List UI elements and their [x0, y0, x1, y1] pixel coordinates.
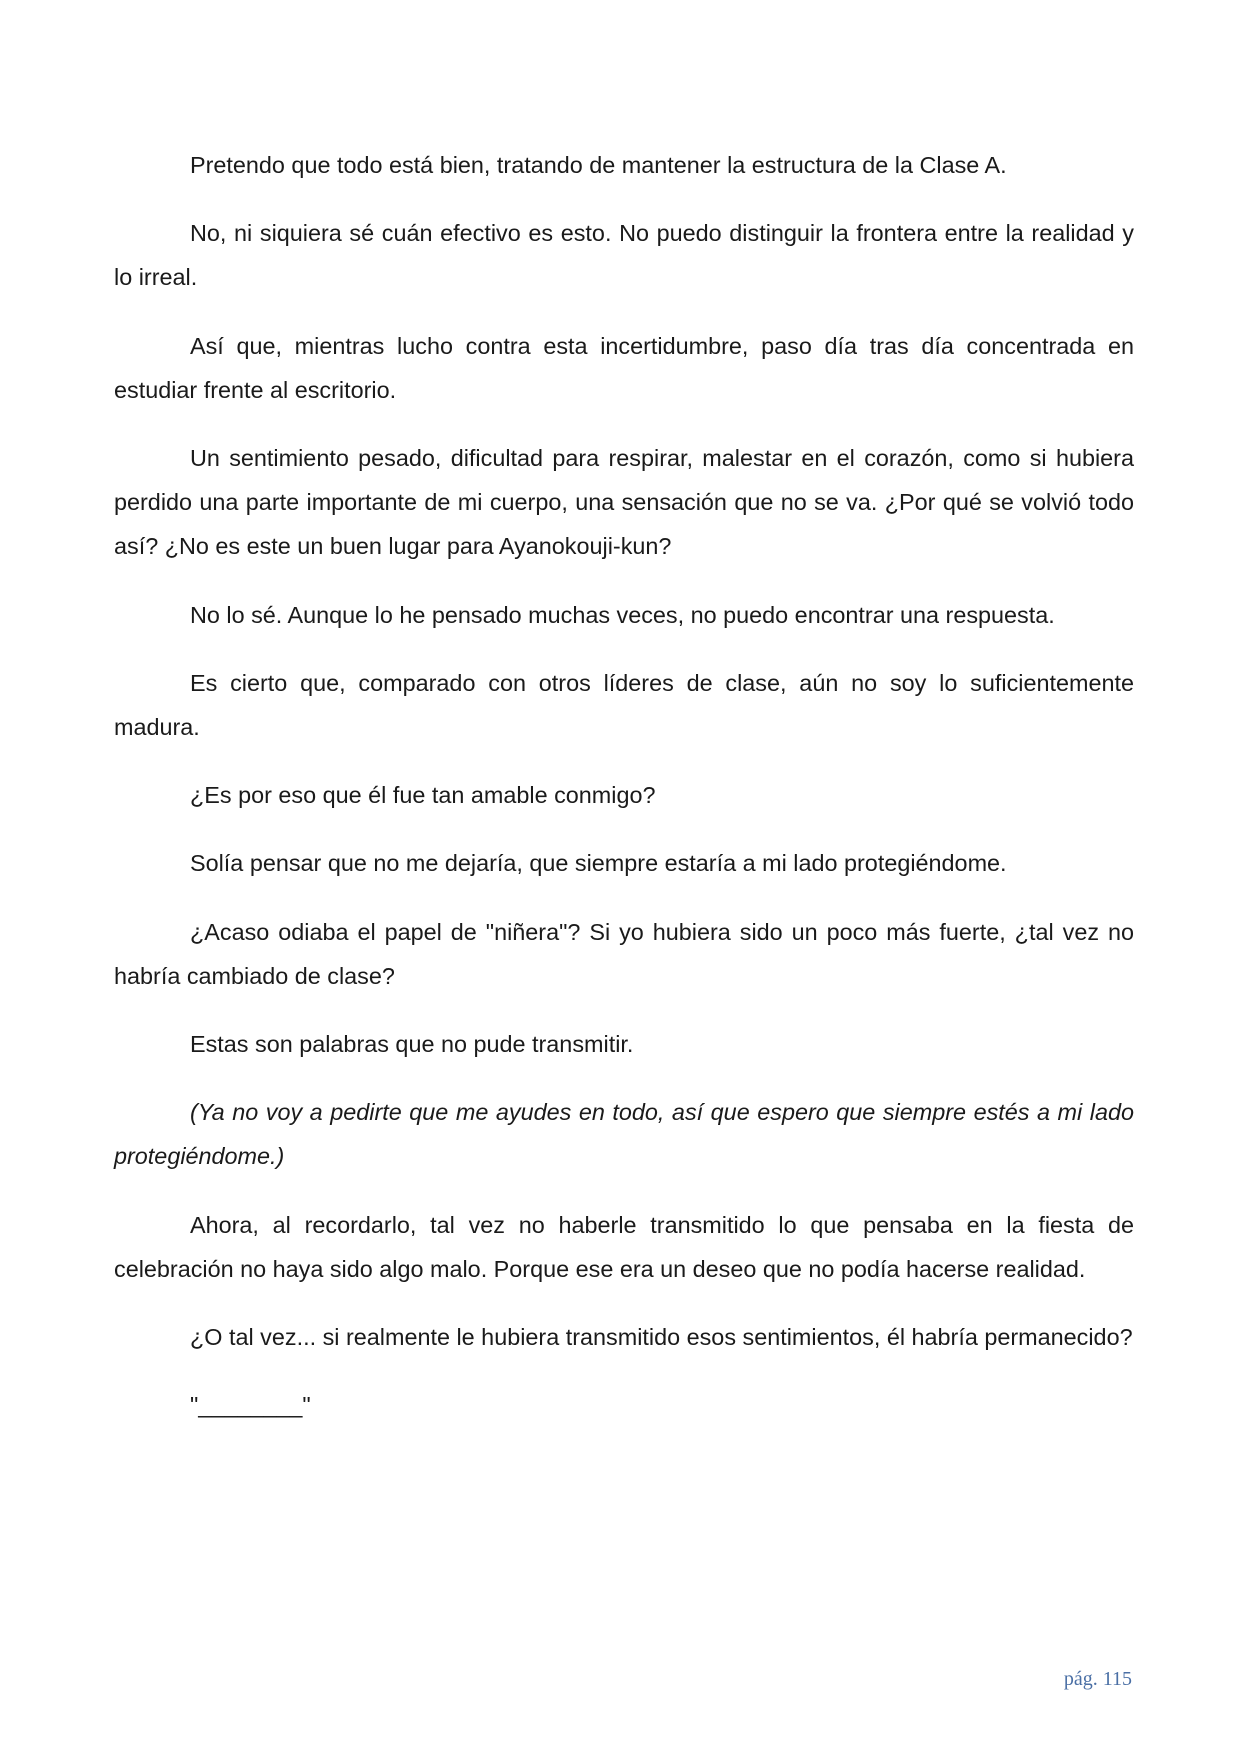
paragraph: ¿O tal vez... si realmente le hubiera transmitido esos sentimientos, él habría permanecido?: [190, 1324, 1133, 1351]
paragraph: Pretendo que todo está bien, tratando de mantener la estructura de la Clase A.: [190, 152, 1007, 178]
body-text: [114, 143, 1134, 1451]
paragraph: No lo sé. Aunque lo he pensado muchas veces, no puedo encontrar una respuesta.: [190, 601, 1055, 628]
page-number: pág. 115: [1063, 1668, 1132, 1690]
paragraph: No, ni siquiera sé cuán efectivo es esto. No puedo distinguir la frontera entre la realidad y lo irreal.: [114, 220, 1134, 291]
paragraph: Así que, mientras lucho contra esta incertidumbre, paso día tras día concentrada en estudiar frente al escritorio.: [114, 332, 1134, 403]
paragraph: ¿Acaso odiaba el papel de "niñera"? Si yo hubiera sido un poco más fuerte, ¿tal vez no habría cambiado de clase?: [114, 918, 1134, 989]
paragraph: Estas son palabras que no pude transmitir.: [190, 1031, 634, 1058]
paragraph: Un sentimiento pesado, dificultad para respirar, malestar en el corazón, como si hubiera perdido una parte importante de mi cuerpo, una sensación que no se va. ¿Por qué se volvió todo así? ¿No es este un buen lugar para Ayanokouji-kun?: [114, 445, 1134, 560]
italic-paragraph: (Ya no voy a pedirte que me ayudes en todo, así que espero que siempre estés a mi lado protegiéndome.): [114, 1099, 1134, 1170]
blank-dialogue-line: "________": [190, 1392, 311, 1419]
paragraph: ¿Es por eso que él fue tan amable conmigo?: [190, 782, 656, 809]
paragraph: Es cierto que, comparado con otros líderes de clase, aún no soy lo suficientemente madura.: [114, 669, 1134, 741]
paragraph: Solía pensar que no me dejaría, que siempre estaría a mi lado protegiéndome.: [190, 850, 1007, 877]
paragraph: Ahora, al recordarlo, tal vez no haberle transmitido lo que pensaba en la fiesta de celebración no haya sido algo malo. Porque ese era un deseo que no podía hacerse realidad.: [114, 1211, 1134, 1282]
